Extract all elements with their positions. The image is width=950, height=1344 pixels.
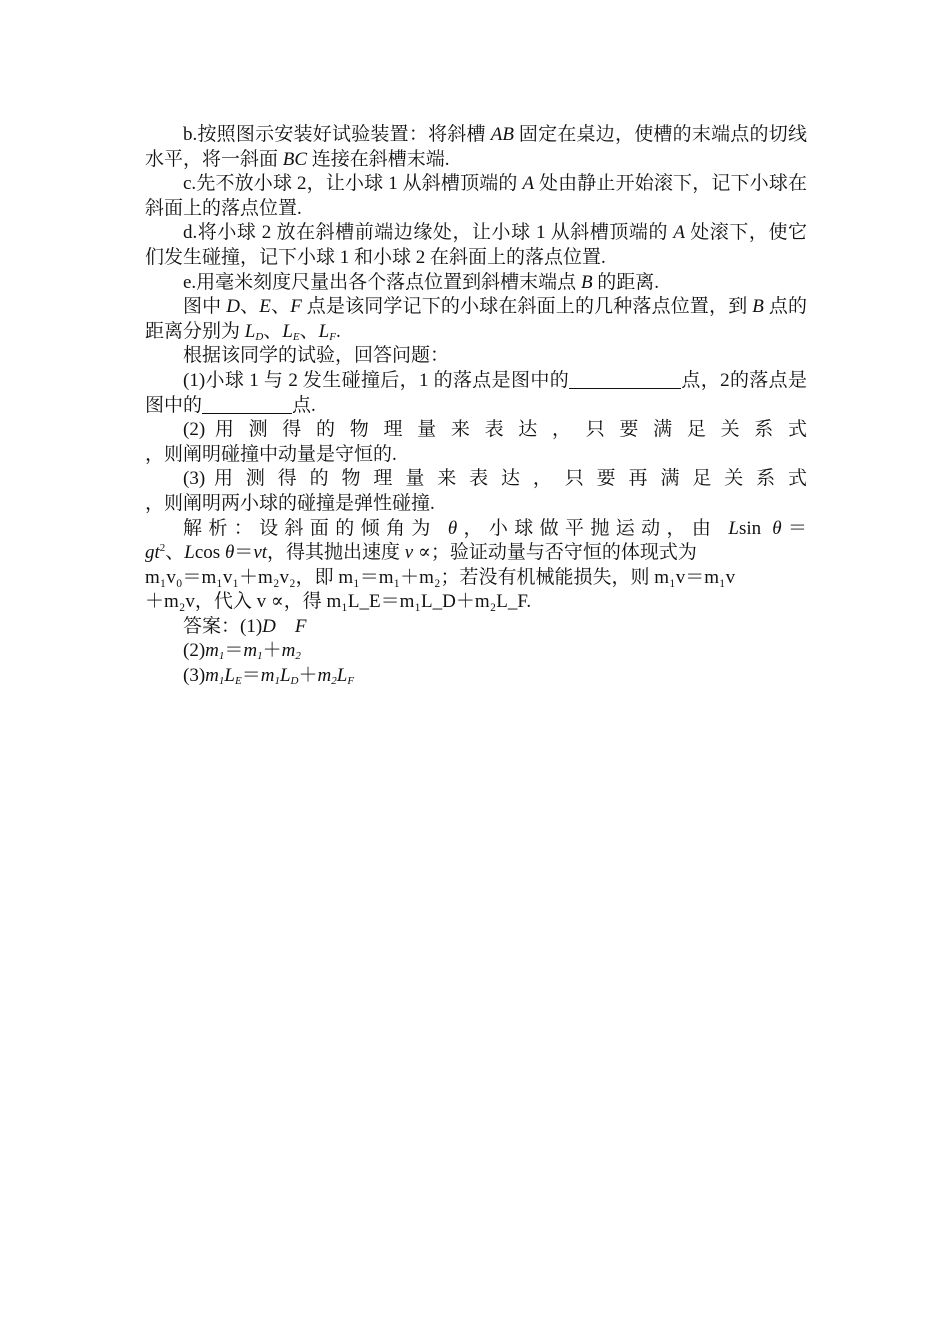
text: 图中 <box>183 296 227 318</box>
intro-line: 根据该同学的试验，回答问题： <box>183 345 450 367</box>
formula-term: $m_2L_F$ <box>317 665 355 688</box>
symbol-v: v <box>404 542 414 564</box>
subscript: E <box>292 330 300 343</box>
text: 点. <box>292 394 316 416</box>
label-b: B <box>580 271 593 293</box>
text: (1)小球 1 与 2 发生碰撞后，1 的落点是图中的 <box>183 369 570 391</box>
step-d-paragraph <box>145 221 807 270</box>
step-c-text-3: 记下小球在斜面上的落点位置. <box>145 173 807 219</box>
formula-term: $m_1L_D$ <box>260 665 299 688</box>
separator: 、 <box>270 296 291 318</box>
text: ＝ <box>781 517 807 539</box>
text: ，小球做平抛运动，由 <box>457 517 729 539</box>
text: . <box>335 320 341 342</box>
length-le: L <box>282 320 293 342</box>
step-c-text: c.先不放小球 2，让小球 1 从斜槽顶端的 <box>183 173 523 195</box>
answer-line-3: $(3)m_1L_E=m_1L_D+m_2L_F$ <box>183 665 355 688</box>
text: 点的距离分别为 <box>145 296 807 342</box>
text: 的落点是图中的 <box>145 369 807 416</box>
formula-term: $m_2$ <box>281 640 301 663</box>
answer-label: 答案：(1) <box>183 615 263 637</box>
question-3-line-2: ，则阐明两小球的碰撞是弹性碰撞. <box>145 492 435 514</box>
step-d-text: d.将小球 2 放在斜槽前端边缘处，让小球 1 从斜槽顶端的 <box>183 222 674 244</box>
answer-line-1 <box>145 615 807 640</box>
step-b-text-3: 端点的切线水平，将一斜面 <box>145 124 807 170</box>
step-b-paragraph <box>145 123 807 172</box>
answer-3-label: (3) <box>183 665 206 687</box>
label-bc: BC <box>282 148 308 170</box>
symbol-theta: θ <box>447 517 458 539</box>
figure-note-paragraph <box>145 295 807 344</box>
question-2-line-2: ，则阐明碰撞中动量是守恒的. <box>145 443 397 465</box>
step-e-text-2: 的距离. <box>592 271 660 293</box>
separator: 、 <box>263 320 283 342</box>
point-d: D <box>226 296 240 318</box>
symbol-vt: vt <box>253 542 268 564</box>
text: 点，2 <box>681 369 730 391</box>
subscript: D <box>255 330 264 343</box>
analysis-line-4: ＋m₂v，代入 v ∝，得 m₁L_E＝m₁L_D＋m₂L_F. <box>145 591 532 613</box>
step-e-text: e.用毫米刻度尺量出各个落点位置到斜槽末端点 <box>183 271 581 293</box>
symbol-l: L <box>184 542 195 564</box>
text: 、 <box>165 542 185 564</box>
answer-blank-2 <box>202 394 292 414</box>
label-ab: AB <box>490 124 514 145</box>
step-c-paragraph <box>145 172 807 221</box>
answer-3-formula: $m_1L_E$ <box>205 665 242 688</box>
subscript: F <box>329 330 336 343</box>
text: ∝；验证动量与否守恒的体现式为 <box>413 542 697 564</box>
symbol-l: L <box>728 517 739 539</box>
length-lf: L <box>318 320 330 342</box>
text: sin <box>738 517 773 539</box>
answer-2-formula: $m_1$ <box>205 640 225 663</box>
analysis-line-2 <box>145 541 807 566</box>
answer-2-label: (2) <box>183 640 206 662</box>
symbol-theta: θ <box>772 517 782 539</box>
point-e: E <box>259 296 271 318</box>
point-f: F <box>290 296 302 318</box>
question-1 <box>145 369 807 418</box>
answer-f: F <box>294 615 307 637</box>
analysis-line-1 <box>145 517 807 542</box>
symbol-gt: gt <box>145 542 160 564</box>
symbol-theta: θ <box>224 542 235 564</box>
label-a: A <box>673 222 685 244</box>
text: 到 <box>728 296 753 318</box>
length-ld: L <box>244 320 256 342</box>
step-b-text-2: 固定在桌边，使槽的末 <box>513 124 712 145</box>
text: ＝ <box>234 542 254 564</box>
step-b-text: b.按照图示安装好试验装置：将斜槽 <box>183 124 491 145</box>
answer-line-2: $(2)m_1=m_1+m_2$ <box>183 640 301 663</box>
point-b: B <box>752 296 764 318</box>
text: 点是该同学记下的小球在斜面上的几种落点位置， <box>301 296 729 318</box>
separator: 、 <box>239 296 260 318</box>
text: cos <box>194 542 225 564</box>
formula-term: $m_1$ <box>243 640 263 663</box>
text: ，得其抛出速度 <box>267 542 405 564</box>
text: 解析：设斜面的倾角为 <box>183 517 448 539</box>
step-d-text-2: 处滚 <box>684 222 730 244</box>
superscript: 2 <box>159 542 166 555</box>
step-c-text-2: 处由静止开始滚下， <box>534 173 712 195</box>
label-a: A <box>522 173 535 195</box>
separator: 、 <box>299 320 319 342</box>
question-2-line-1: (2) 用 测 得 的 物 理 量 来 表 达 ， 只 要 满 足 关 系 式 <box>183 419 807 441</box>
step-b-text-4: 连接在斜槽末端. <box>307 148 450 170</box>
document-body <box>145 123 807 689</box>
step-e-paragraph <box>145 271 807 296</box>
analysis-line-3: m₁v₀＝m₁v₁＋m₂v₂，即 m₁＝m₁＋m₂；若没有机械能损失，则 m₁v＝m₁v <box>145 566 736 588</box>
question-3-line-1: (3) 用 测 得 的 物 理 量 来 表 达 ， 只 要 再 满 足 关 系 式 <box>183 468 807 490</box>
step-d-text-3: 下，使它们发生碰撞，记下小球 1 和小球 2 在斜面上的落点位置. <box>145 222 807 268</box>
answer-d: D <box>262 615 276 637</box>
answer-blank-1 <box>569 369 681 389</box>
